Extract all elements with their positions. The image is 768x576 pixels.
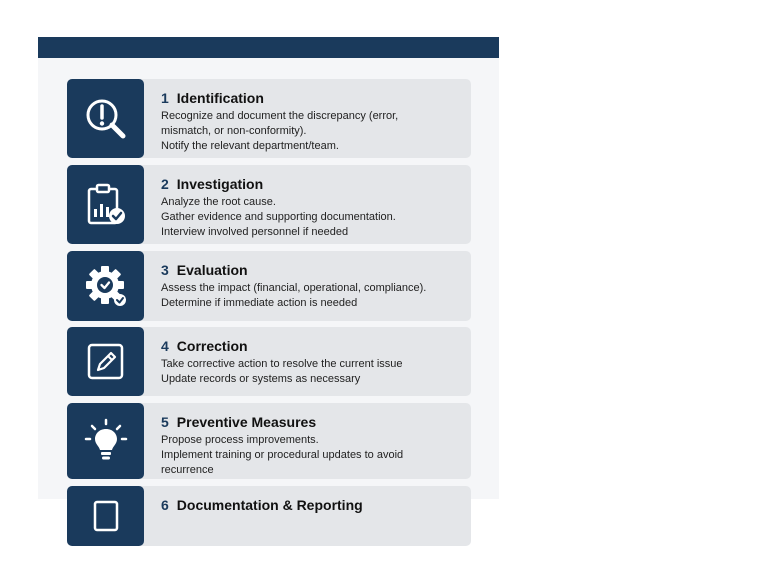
step-description-line: mismatch, or non-conformity). [161, 125, 307, 137]
step-title-text: Correction [176, 338, 248, 354]
step-description-line: Update records or systems as necessary [161, 373, 361, 385]
gear-check-icon [82, 262, 130, 310]
step-description-line: Assess the impact (financial, operational, compliance). [161, 282, 427, 294]
step-description-line: recurrence [161, 464, 214, 476]
step-icon-box [67, 79, 144, 158]
step-number: 3 [161, 262, 169, 278]
step-description-line: Determine if immediate action is needed [161, 297, 358, 309]
step-description-line: Notify the relevant department/team. [161, 140, 339, 152]
step-card-correction [67, 327, 471, 396]
step-number: 2 [161, 176, 169, 192]
step-title [161, 175, 461, 193]
step-card-investigation [67, 165, 471, 244]
step-icon-box [67, 165, 144, 244]
step-description-line: Recognize and document the discrepancy (error, [161, 110, 399, 122]
clipboard-chart-check-icon [82, 181, 130, 229]
step-card-identification [67, 79, 471, 158]
step-title-text: Identification [176, 90, 264, 106]
panel-header-bar [38, 37, 499, 58]
step-description-line: Take corrective action to resolve the current issue [161, 358, 403, 370]
step-description-line: Gather evidence and supporting documentation. [161, 211, 396, 223]
step-title-text: Preventive Measures [176, 414, 317, 430]
step-description-line: Analyze the root cause. [161, 196, 276, 208]
step-title [161, 337, 461, 355]
step-card-documentation-reporting [67, 486, 471, 546]
step-icon-box [67, 403, 144, 479]
edit-pencil-icon [84, 340, 128, 384]
step-number: 6 [161, 497, 169, 513]
step-icon-box [67, 486, 144, 546]
step-title-text: Investigation [176, 176, 264, 192]
step-icon-box [67, 251, 144, 321]
step-description-line: Propose process improvements. [161, 434, 319, 446]
step-title [161, 261, 461, 279]
step-description-line: Interview involved personnel if needed [161, 226, 349, 238]
step-title [161, 89, 461, 107]
step-icon-box [67, 327, 144, 396]
step-title-text: Documentation & Reporting [176, 497, 363, 513]
step-card-evaluation [67, 251, 471, 321]
step-number: 1 [161, 90, 169, 106]
step-title-text: Evaluation [176, 262, 248, 278]
lightbulb-icon [82, 417, 130, 465]
step-number: 4 [161, 338, 169, 354]
magnifier-exclamation-icon [82, 95, 130, 143]
step-title [161, 496, 461, 514]
step-title [161, 413, 461, 431]
process-panel [38, 37, 499, 513]
step-number: 5 [161, 414, 169, 430]
document-icon [86, 496, 126, 536]
step-card-preventive-measures [67, 403, 471, 479]
step-description-line: Implement training or procedural updates to avoid [161, 449, 404, 461]
